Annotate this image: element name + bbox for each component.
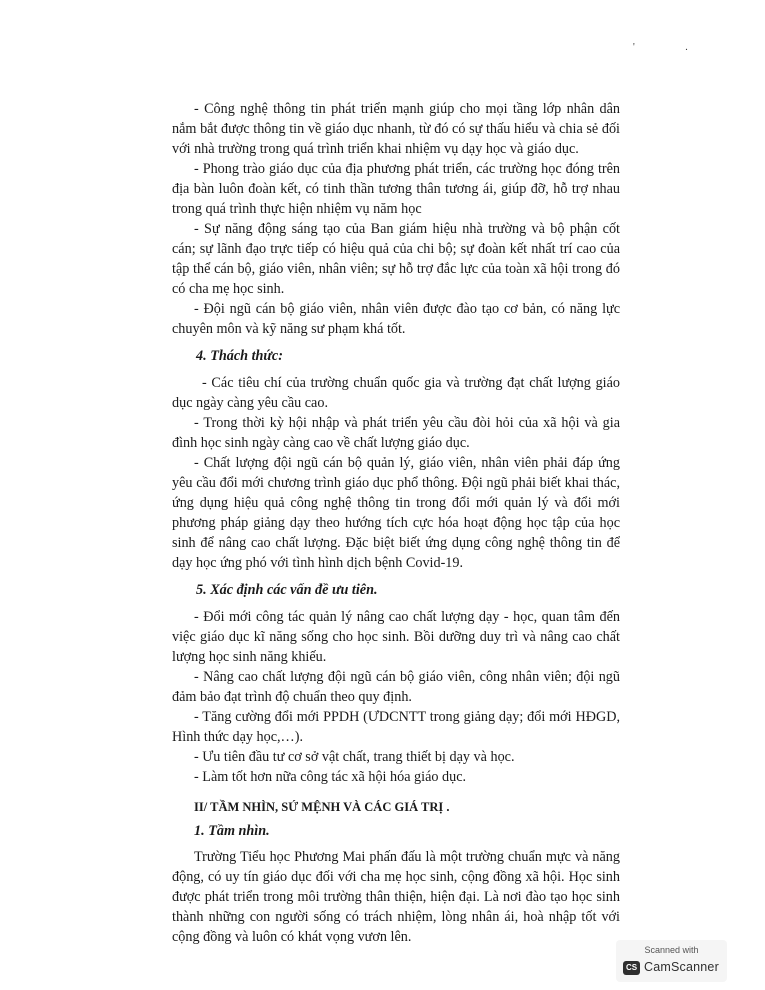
section-4-title: 4. Thách thức: [196,348,283,364]
camscanner-logo-icon: CS [623,961,640,975]
paragraph: - Trong thời kỳ hội nhập và phát triển yêu cầu đòi hỏi của xã hội và gia đình học sinh ngày càng cao về chất lượng giáo dục. [172,415,620,451]
paragraph: - Chất lượng đội ngũ cán bộ quản lý, giáo viên, nhân viên phải đáp ứng yêu cầu đổi mới chương trình giáo dục phổ thông. Đội ngũ phải biết khai thác, ứng dụng hiệu quả công nghệ thông tin trong đổi mới quản lý và đổi mới phương pháp giảng dạy theo hướng tích cực hóa hoạt động học tập của học sinh để nâng cao chất lượng. Đặc biệt biết ứng dụng công nghệ thông tin để dạy học ứng phó với tình hình dịch bệnh Covid-19. [172,455,620,571]
paragraph: - Phong trào giáo dục của địa phương phát triển, các trường học đóng trên địa bàn luôn đoàn kết, có tinh thần tương thân tương ái, giúp đỡ, hỗ trợ nhau trong quá trình thực hiện nhiệm vụ năm học [172,161,620,217]
paragraph: - Làm tốt hơn nữa công tác xã hội hóa giáo dục. [194,769,467,785]
section-5-title: 5. Xác định các vấn đề ưu tiên. [196,582,378,598]
scan-marks: ' . [633,42,712,53]
vision-title: 1. Tầm nhìn. [194,823,270,839]
paragraph: - Tăng cường đổi mới PPDH (ƯDCNTT trong giảng dạy; đổi mới HĐGD, Hình thức dạy học,…). [172,709,620,745]
paragraph: - Sự năng động sáng tạo của Ban giám hiệu nhà trường và bộ phận cốt cán; sự lãnh đạo trực tiếp có hiệu quả của chi bộ; sự đoàn kết nhất trí cao của tập thể cán bộ, giáo viên, nhân viên; sự hỗ trợ đắc lực của toàn xã hội trong đó có cha mẹ học sinh. [172,221,620,297]
paragraph: - Nâng cao chất lượng đội ngũ cán bộ giáo viên, công nhân viên; đội ngũ đảm bảo đạt trình độ chuẩn theo quy định. [172,669,620,705]
paragraph: - Đổi mới công tác quản lý nâng cao chất lượng dạy - học, quan tâm đến việc giáo dục kĩ năng sống cho học sinh. Bồi dưỡng duy trì và nâng cao chất lượng học sinh năng khiếu. [172,609,620,665]
document-body [172,99,620,947]
watermark-caption: Scanned with [644,945,699,955]
paragraph: - Công nghệ thông tin phát triển mạnh giúp cho mọi tầng lớp nhân dân nắm bắt được thông tin về giáo dục nhanh, từ đó có sự thấu hiểu và chia sẻ đối với nhà trường trong quá trình triển khai nhiệm vụ dạy học và giáo dục. [172,101,620,157]
paragraph: Trường Tiểu học Phương Mai phấn đấu là một trường chuẩn mực và năng động, có uy tín giáo dục đối với cha mẹ học sinh, cộng đồng xã hội. Học sinh được phát triển trong môi trường thân thiện, hiện đại. Là nơi đào tạo học sinh thành những con người sống có trách nhiệm, lòng nhân ái, hoà nhập tốt với cộng đồng và luôn có khát vọng vươn lên. [172,849,620,945]
section-ii-title: II/ TẦM NHÌN, SỨ MỆNH VÀ CÁC GIÁ TRỊ . [194,800,450,814]
paragraph: - Các tiêu chí của trường chuẩn quốc gia và trường đạt chất lượng giáo dục ngày càng yêu cầu cao. [172,375,620,411]
watermark-brand: CamScanner [644,960,719,974]
paragraph: - Ưu tiên đầu tư cơ sở vật chất, trang thiết bị dạy và học. [194,749,515,765]
camscanner-watermark [616,940,727,982]
paragraph: - Đội ngũ cán bộ giáo viên, nhân viên được đào tạo cơ bản, có năng lực chuyên môn và kỹ năng sư phạm khá tốt. [172,301,620,337]
